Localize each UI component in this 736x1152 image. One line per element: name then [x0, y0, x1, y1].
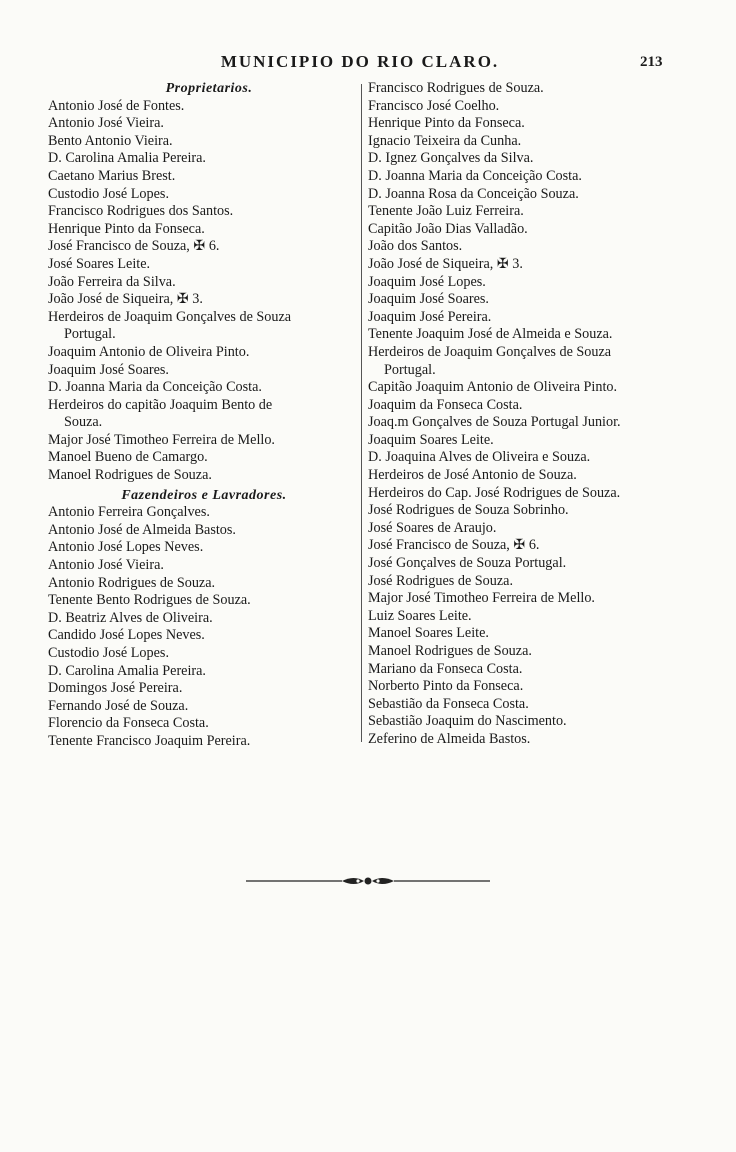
- name-entry: D. Beatriz Alves de Oliveira.: [48, 609, 213, 626]
- ornamental-divider-icon: [246, 873, 490, 889]
- name-entry: Luiz Soares Leite.: [368, 607, 472, 624]
- name-entry: Joaquim José Pereira.: [368, 308, 492, 325]
- left-column: [48, 80, 360, 751]
- name-entry: Joaq.m Gonçalves de Souza Portugal Junior.: [368, 414, 621, 431]
- name-entry: Manoel Soares Leite.: [368, 625, 489, 642]
- name-entry: Antonio Ferreira Gonçalves.: [48, 504, 210, 521]
- name-entry: Sebastião Joaquim do Nascimento.: [368, 713, 567, 730]
- name-entry: D. Joanna Rosa da Conceição Souza.: [368, 185, 579, 202]
- name-entry: Tenente João Luiz Ferreira.: [368, 203, 524, 220]
- name-entry: Joaquim José Soares.: [48, 361, 169, 378]
- fazendeiros-list: [48, 504, 360, 750]
- name-entry: Ignacio Teixeira da Cunha.: [368, 132, 522, 149]
- name-entry: José Francisco de Souza, ✠ 6.: [48, 238, 220, 255]
- name-entry: Manoel Rodrigues de Souza.: [368, 643, 532, 659]
- name-entry: Sebastião da Fonseca Costa.: [368, 695, 529, 712]
- name-entry: D. Joanna Maria da Conceição Costa.: [368, 167, 582, 184]
- name-entry: José Soares Leite.: [48, 255, 151, 272]
- name-entry: José Francisco de Souza, ✠ 6.: [368, 537, 540, 554]
- name-entry: Candido José Lopes Neves.: [48, 627, 205, 644]
- name-entry: Major José Timotheo Ferreira de Mello.: [48, 431, 275, 448]
- name-entry: João dos Santos.: [368, 238, 463, 255]
- name-entry: Fernando José de Souza.: [48, 697, 189, 714]
- name-entry: D. Joanna Maria da Conceição Costa.: [48, 379, 262, 396]
- column-divider: [361, 84, 362, 742]
- name-entry: Francisco Rodrigues de Souza.: [368, 80, 544, 96]
- name-entry: Joaquim Antonio de Oliveira Pinto.: [48, 343, 250, 360]
- name-entry: Antonio Rodrigues de Souza.: [48, 574, 216, 591]
- name-entry: D. Carolina Amalia Pereira.: [48, 662, 206, 679]
- name-entry: Caetano Marius Brest.: [48, 167, 176, 184]
- name-entry: José Gonçalves de Souza Portugal.: [368, 555, 567, 572]
- page-number: 213: [640, 54, 663, 70]
- name-entry: Tenente Francisco Joaquim Pereira.: [48, 732, 251, 749]
- proprietarios-list: [48, 98, 360, 485]
- name-entry: Joaquim José Soares.: [368, 291, 489, 308]
- name-entry: D. Joaquina Alves de Oliveira e Souza.: [368, 449, 591, 466]
- name-entry: Tenente Bento Rodrigues de Souza.: [48, 592, 251, 609]
- name-entry: Major José Timotheo Ferreira de Mello.: [368, 590, 595, 607]
- name-entry: Herdeiros de José Antonio de Souza.: [368, 467, 577, 484]
- name-entry: José Soares de Araujo.: [368, 519, 497, 536]
- name-entry: João José de Siqueira, ✠ 3.: [368, 255, 523, 272]
- name-entry: Zeferino de Almeida Bastos.: [368, 730, 531, 747]
- name-entry: Mariano da Fonseca Costa.: [368, 660, 523, 677]
- name-entry: Florencio da Fonseca Costa.: [48, 715, 209, 732]
- name-entry: João José de Siqueira, ✠ 3.: [48, 291, 203, 308]
- name-entry: Bento Antonio Vieira.: [48, 132, 173, 149]
- name-entry: José Rodrigues de Souza.: [368, 572, 514, 589]
- name-entry: Tenente Joaquim José de Almeida e Souza.: [368, 326, 613, 343]
- name-entry: Herdeiros de Joaquim Gonçalves de Souza Portugal.: [48, 308, 292, 343]
- name-entry: D. Ignez Gonçalves da Silva.: [368, 150, 534, 167]
- name-entry: Capitão Joaquim Antonio de Oliveira Pinto.: [368, 379, 618, 396]
- page-title: MUNICIPIO DO RIO CLARO.: [220, 52, 500, 71]
- name-entry: João Ferreira da Silva.: [48, 273, 176, 290]
- name-entry: Antonio José de Fontes.: [48, 97, 185, 114]
- name-entry: Manoel Rodrigues de Souza.: [48, 467, 212, 484]
- name-entry: Custodio José Lopes.: [48, 185, 169, 202]
- right-names-list: [368, 80, 688, 749]
- right-column: [368, 80, 688, 749]
- name-entry: Francisco José Coelho.: [368, 97, 500, 114]
- name-entry: Antonio José Vieira.: [48, 115, 164, 132]
- section-heading-fazendeiros: Fazendeiros e Lavradores.: [121, 487, 287, 503]
- name-entry: Herdeiros do capitão Joaquim Bento de Souza.: [48, 396, 273, 431]
- name-entry: Francisco Rodrigues dos Santos.: [48, 203, 234, 220]
- name-entry: Antonio José Vieira.: [48, 557, 164, 574]
- name-entry: Manoel Bueno de Camargo.: [48, 449, 208, 466]
- name-entry: Antonio José de Almeida Bastos.: [48, 521, 236, 538]
- name-entry: Herdeiros de Joaquim Gonçalves de Souza Portugal.: [368, 343, 612, 378]
- name-entry: Joaquim da Fonseca Costa.: [368, 396, 523, 413]
- name-entry: Herdeiros do Cap. José Rodrigues de Souza.: [368, 484, 621, 501]
- section-heading-proprietarios: Proprietarios.: [165, 81, 253, 96]
- name-entry: Domingos José Pereira.: [48, 680, 183, 697]
- name-entry: Custodio José Lopes.: [48, 645, 169, 661]
- name-entry: Capitão João Dias Valladão.: [368, 220, 528, 237]
- name-entry: D. Carolina Amalia Pereira.: [48, 150, 206, 167]
- name-entry: Henrique Pinto da Fonseca.: [368, 115, 525, 132]
- name-entry: Antonio José Lopes Neves.: [48, 539, 204, 556]
- name-entry: Joaquim José Lopes.: [368, 273, 486, 290]
- name-entry: José Rodrigues de Souza Sobrinho.: [368, 502, 569, 519]
- name-entry: Joaquim Soares Leite.: [368, 431, 494, 448]
- name-entry: Norberto Pinto da Fonseca.: [368, 678, 524, 695]
- name-entry: Henrique Pinto da Fonseca.: [48, 220, 205, 237]
